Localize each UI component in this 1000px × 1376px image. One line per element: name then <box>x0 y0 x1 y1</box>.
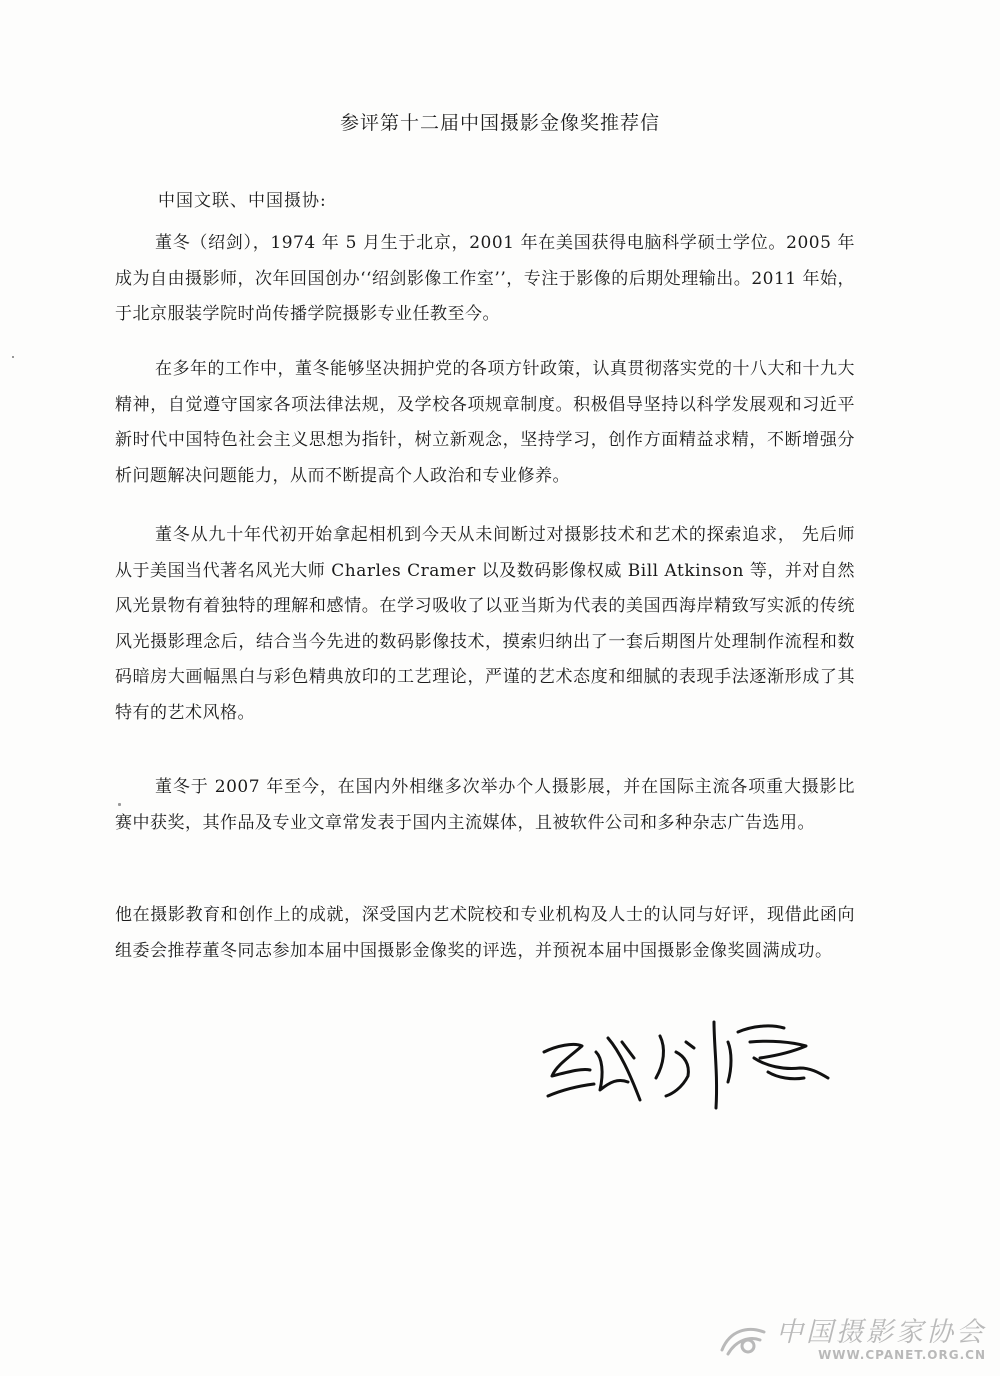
handwritten-signature <box>538 1012 848 1112</box>
paragraph-1: 董冬（绍剑），1974 年 5 月生于北京，2001 年在美国获得电脑科学硕士学位。2005 年成为自由摄影师，次年回国创办‘‘绍剑影像工作室’’，专注于影像的后期处理输出。2011 年始，于北京服装学院时尚传播学院摄影专业任教至今。 <box>115 233 855 324</box>
watermark-name: 中国摄影家协会 <box>776 1317 986 1348</box>
paragraph-3: 董冬从九十年代初开始拿起相机到今天从未间断过对摄影技术和艺术的探索追求， 先后师从于美国当代著名风光大师 Charles Cramer 以及数码影像权威 Bill Atkinson 等，并对自然风光景物有着独特的理解和感情。在学习吸收了以亚当斯为代表的美国西海岸精致写实派的传统风光摄影理念后，结合当今先进的数码影像技术，摸索归纳出了一套后期图片处理制作流程和数码暗房大画幅黑白与彩色精典放印的工艺理论，严谨的艺术态度和细腻的表现手法逐渐形成了其特有的艺术风格。 <box>115 525 855 723</box>
letter-title: 参评第十二届中国摄影金像奖推荐信 <box>339 112 660 134</box>
salutation: 中国文联、中国摄协: <box>158 191 327 211</box>
paragraph-2: 在多年的工作中，董冬能够坚决拥护党的各项方针政策，认真贯彻落实党的十八大和十九大精神，自觉遵守国家各项法律法规，及学校各项规章制度。积极倡导坚持以科学发展观和习近平新时代中国特色社会主义思想为指针，树立新观念，坚持学习，创作方面精益求精，不断增强分析问题解决问题能力，从而不断提高个人政治和专业修养。 <box>115 359 855 486</box>
paragraph-4: 董冬于 2007 年至今，在国内外相继多次举办个人摄影展，并在国际主流各项重大摄影比赛中获奖，其作品及专业文章常发表于国内主流媒体，且被软件公司和多种杂志广告选用。 <box>115 777 855 833</box>
paragraph-5: 他在摄影教育和创作上的成就，深受国内艺术院校和专业机构及人士的认同与好评，现借此函向组委会推荐董冬同志参加本届中国摄影金像奖的评选，并预祝本届中国摄影金像奖圆满成功。 <box>115 905 855 961</box>
watermark <box>718 1318 986 1362</box>
association-logo-icon <box>718 1320 770 1360</box>
scan-speck <box>118 803 121 806</box>
watermark-url: WWW.CPANET.ORG.CN <box>818 1348 986 1362</box>
scan-speck <box>12 356 14 358</box>
